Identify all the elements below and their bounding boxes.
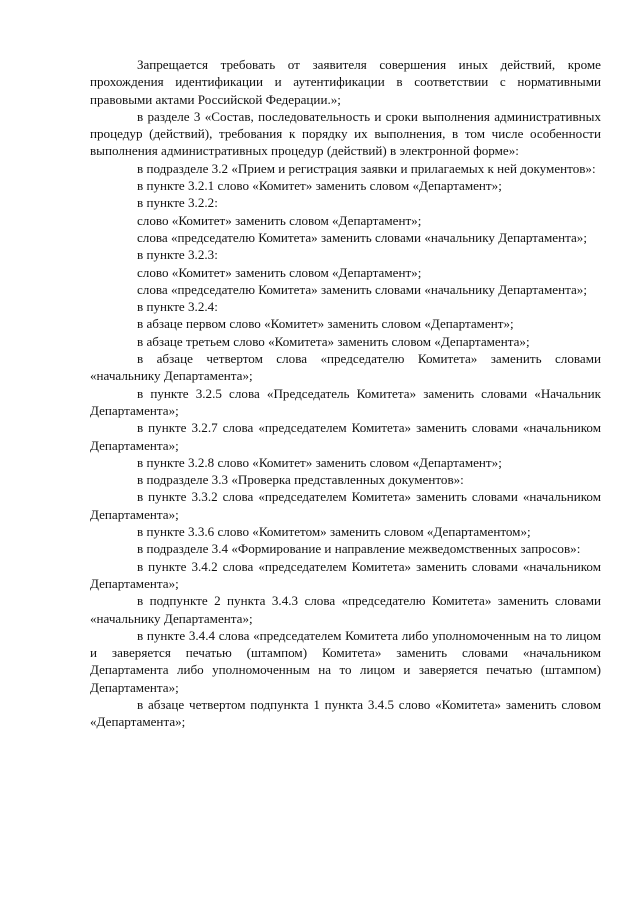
document-page	[90, 56, 601, 731]
paragraph: слова «председателю Комитета» заменить словами «начальнику Департамента»;	[137, 281, 587, 297]
paragraph: в подразделе 3.4 «Формирование и направление межведомственных запросов»:	[137, 541, 581, 557]
paragraph: в пункте 3.2.2:	[137, 195, 218, 211]
paragraph: в пункте 3.2.1 слово «Комитет» заменить словом «Департамент»;	[137, 178, 502, 194]
paragraph: в подпункте 2 пункта 3.4.3 слова «председателю Комитета» заменить словами «начальнику Департамента»;	[90, 593, 601, 626]
paragraph: в подразделе 3.2 «Прием и регистрация заявки и прилагаемых к ней документов»:	[137, 160, 596, 176]
paragraph: в пункте 3.2.5 слова «Председатель Комитета» заменить словами «Начальник Департамента»;	[90, 385, 601, 418]
paragraph: в абзаце третьем слово «Комитета» заменить словом «Департамента»;	[137, 333, 530, 349]
paragraph: в абзаце четвертом подпункта 1 пункта 3.4.5 слово «Комитета» заменить словом «Департамента»;	[90, 696, 601, 730]
paragraph: слово «Комитет» заменить словом «Департамент»;	[137, 264, 422, 280]
paragraph: в пункте 3.2.8 слово «Комитет» заменить словом «Департамент»;	[137, 454, 502, 470]
paragraph: слово «Комитет» заменить словом «Департамент»;	[137, 212, 422, 228]
paragraph: в абзаце четвертом слова «председателю Комитета» заменить словами «начальнику Департамента»;	[90, 351, 601, 384]
paragraph: в пункте 3.4.4 слова «председателем Комитета либо уполномоченным на то лицом и заверяется печатью (штампом) Комитета» заменить словами «начальником Департамента либо уполномоченным на то лицом и заверяется печатью (штампом) Департамента»;	[90, 627, 601, 695]
paragraph: Запрещается требовать от заявителя совершения иных действий, кроме прохождения идентификации и аутентификации в соответствии с нормативными правовыми актами Российской Федерации.»;	[90, 57, 601, 107]
paragraph: слова «председателю Комитета» заменить словами «начальнику Департамента»;	[137, 229, 587, 245]
paragraph: в разделе 3 «Состав, последовательность и сроки выполнения административных процедур (действий), требования к порядку их выполнения, в том числе особенности выполнения административных процедур (действий) в электронной форме»:	[90, 108, 601, 159]
paragraph: в пункте 3.2.3:	[137, 247, 218, 263]
paragraph: в пункте 3.2.7 слова «председателем Комитета» заменить словами «начальником Департамента»;	[90, 420, 601, 453]
paragraph: в абзаце первом слово «Комитет» заменить словом «Департамент»;	[137, 316, 514, 332]
paragraph: в пункте 3.3.6 слово «Комитетом» заменить словом «Департаментом»;	[137, 524, 531, 540]
paragraph: в пункте 3.3.2 слова «председателем Комитета» заменить словами «начальником Департамента»;	[90, 489, 601, 522]
paragraph: в пункте 3.2.4:	[137, 299, 218, 315]
paragraph: в пункте 3.4.2 слова «председателем Комитета» заменить словами «начальником Департамента»;	[90, 558, 601, 591]
paragraph: в подразделе 3.3 «Проверка представленных документов»:	[137, 472, 464, 488]
